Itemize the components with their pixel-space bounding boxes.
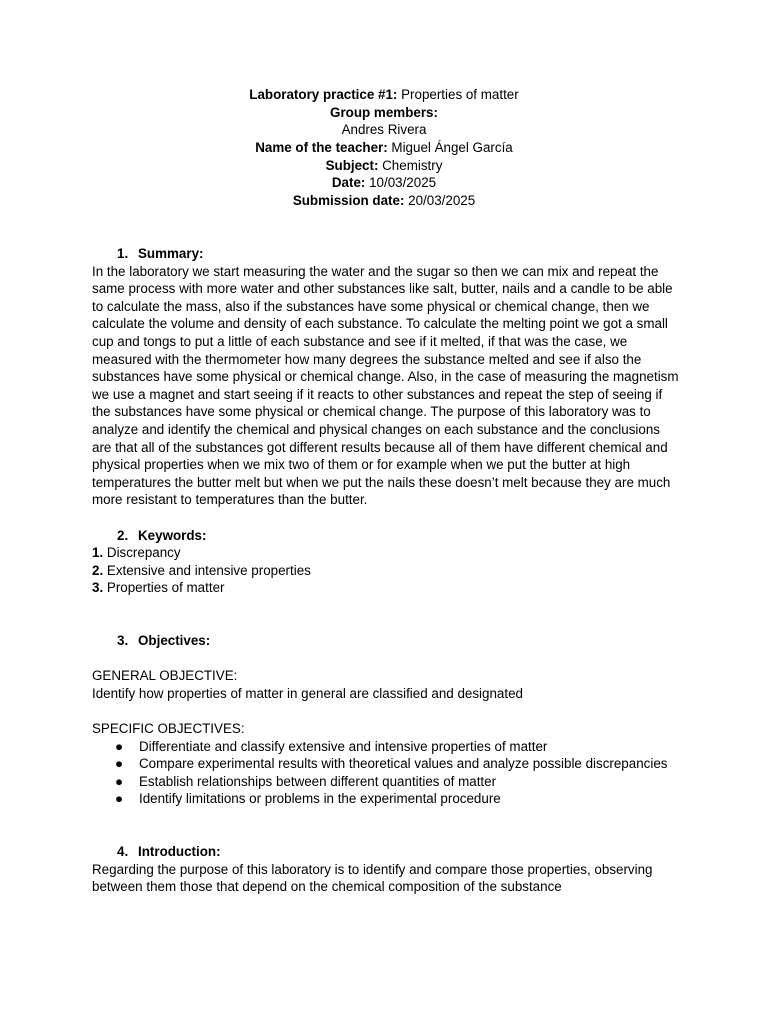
introduction-heading <box>92 843 682 861</box>
keyword-number: 3. <box>92 580 104 596</box>
date-value: 10/03/2025 <box>365 175 437 191</box>
list-item <box>92 738 682 756</box>
submission-line <box>0 192 768 210</box>
document-body <box>92 245 682 896</box>
list-item-text: Differentiate and classify extensive and intensive properties of matter <box>139 738 548 754</box>
keyword-number: 2. <box>92 562 104 578</box>
general-objective-label: GENERAL OBJECTIVE: <box>92 668 238 684</box>
keywords-heading-text: Keywords: <box>138 527 207 543</box>
list-item-text: Compare experimental results with theoretical values and analyze possible discrepancies <box>139 756 668 772</box>
summary-paragraph: In the laboratory we start measuring the water and the sugar so then we can mix and repeat the same process with more water and other substances like salt, butter, nails and a candle to be able to calculate the mass, also if the substances have some physical or chemical change, then we calculate the volume and density of each substance. To calculate the melting point we got a small cup and tongs to put a little of each substance and see if it melted, if that was the case, we measured with the thermometer how many degrees the substance melted and see if also the substances have some physical or chemical change. Also, in the case of measuring the magnetism we use a magnet and start seeing if it reacts to other substances and repeat the step of seeing if the substances have some physical or chemical change. The purpose of this laboratory was to analyze and identify the chemical and physical changes on each substance and the conclusions are that all of the substances got different results because all of them have different chemical and physical properties when we mix two of them or for example when we put the butter at high temperatures the butter melt but when we put the nails these doesn’t melt because they are much more resistant to temperatures than the butter. <box>92 263 679 508</box>
teacher-label: Name of the teacher: <box>255 140 388 156</box>
keyword-text: Properties of matter <box>103 580 225 596</box>
list-item <box>92 755 682 773</box>
keyword-item <box>92 562 682 580</box>
date-label: Date: <box>331 175 366 191</box>
introduction-number: 4. <box>117 844 129 860</box>
group-label: Group members: <box>330 104 438 120</box>
keyword-item <box>92 544 682 562</box>
title-line <box>0 86 768 104</box>
bullet-icon: ● <box>115 791 124 807</box>
list-item <box>92 790 682 808</box>
submission-label: Submission date: <box>292 193 405 209</box>
list-item-text: Establish relationships between different quantities of matter <box>139 773 497 789</box>
specific-objectives-list <box>92 738 682 808</box>
introduction-heading-text: Introduction: <box>138 844 221 860</box>
document-header <box>0 86 768 210</box>
specific-objectives-label: SPECIFIC OBJECTIVES: <box>92 721 245 737</box>
summary-heading-text: Summary: <box>138 246 204 261</box>
group-line <box>0 104 768 122</box>
summary-heading <box>92 245 682 263</box>
introduction-paragraph: Regarding the purpose of this laboratory is to identify and compare those properties, observing between them those that depend on the chemical composition of the substance <box>92 861 653 895</box>
objectives-heading-text: Objectives: <box>138 633 211 649</box>
objectives-number: 3. <box>117 633 129 649</box>
keywords-number: 2. <box>117 527 129 543</box>
subject-label: Subject: <box>325 157 379 173</box>
submission-value: 20/03/2025 <box>404 193 476 209</box>
keyword-number: 1. <box>92 545 104 561</box>
teacher-value: Miguel Ángel García <box>387 140 513 156</box>
objectives-heading <box>92 632 682 650</box>
teacher-line <box>0 139 768 157</box>
title-value: Properties of matter <box>397 87 519 102</box>
subject-line <box>0 157 768 175</box>
subject-value: Chemistry <box>378 157 443 173</box>
bullet-icon: ● <box>115 773 124 789</box>
keyword-item <box>92 579 682 597</box>
bullet-icon: ● <box>115 738 124 754</box>
keyword-text: Extensive and intensive properties <box>103 562 311 578</box>
member-name: Andres Rivera <box>341 122 427 138</box>
summary-number: 1. <box>117 246 129 261</box>
bullet-icon: ● <box>115 756 124 772</box>
list-item <box>92 773 682 791</box>
general-objective-text: Identify how properties of matter in general are classified and designated <box>92 685 523 701</box>
keyword-text: Discrepancy <box>103 545 181 561</box>
keywords-heading <box>92 527 682 545</box>
member-line <box>0 121 768 139</box>
title-label: Laboratory practice #1: <box>249 87 398 102</box>
date-line <box>0 174 768 192</box>
list-item-text: Identify limitations or problems in the experimental procedure <box>139 791 501 807</box>
